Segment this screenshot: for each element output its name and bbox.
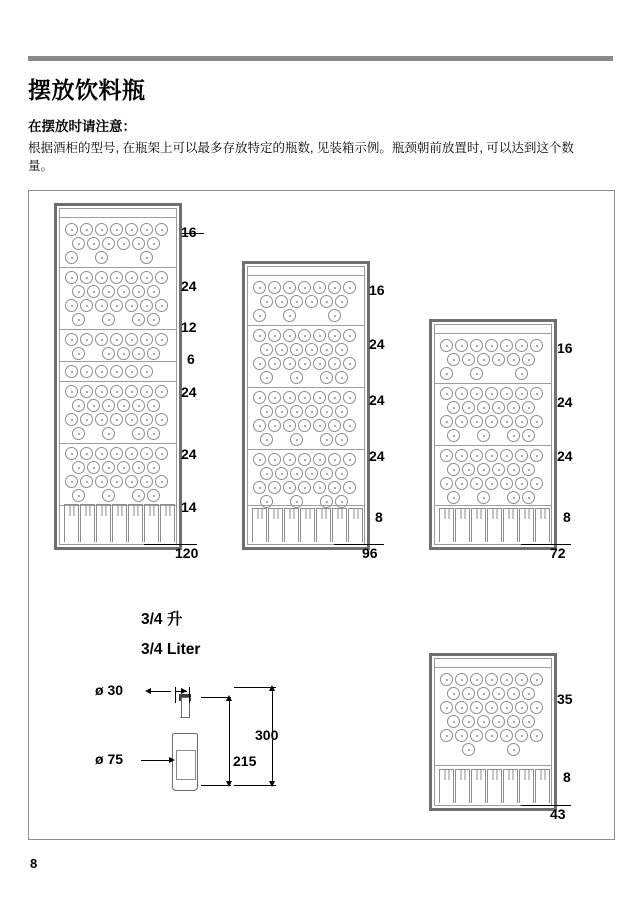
page-number: 8: [30, 856, 38, 871]
cabinet-72-count-3: 24: [557, 448, 573, 464]
bottle-size-en: 3/4 Liter: [141, 641, 201, 658]
cabinet-96-interior: [247, 266, 365, 545]
dim-total-height: 300: [255, 727, 279, 743]
cabinet-43-interior: [434, 658, 552, 806]
cabinet-120-count-1: 16: [181, 224, 197, 240]
page-title: 摆放饮料瓶: [28, 77, 146, 103]
cabinet-72-count-4: 8: [563, 509, 571, 525]
cabinet-43-total: 43: [550, 806, 566, 822]
cabinet-72-interior: [434, 324, 552, 545]
cabinet-120-count-4: 6: [187, 351, 195, 367]
cabinet-96-count-2: 24: [369, 336, 385, 352]
cabinet-96-count-4: 24: [369, 448, 385, 464]
bottle-size-cn: 3/4 升: [141, 611, 183, 628]
cabinet-120-count-7: 14: [181, 499, 197, 515]
cabinet-120-count-6: 24: [181, 446, 197, 462]
cabinet-96-count-1: 16: [369, 282, 385, 298]
cabinet-72-total: 72: [550, 545, 566, 561]
cabinet-120: [54, 203, 182, 550]
bottle-label: [176, 750, 196, 780]
cabinet-72-count-2: 24: [557, 394, 573, 410]
body-paragraph: 根据酒柜的型号, 在瓶架上可以最多存放特定的瓶数, 见装箱示例。瓶颈朝前放置时, 可以达到这个数量。: [28, 141, 574, 174]
cabinet-120-total: 120: [175, 545, 199, 561]
cabinet-96-count-3: 24: [369, 392, 385, 408]
bottle-body: [172, 733, 198, 791]
cabinet-120-count-5: 24: [181, 384, 197, 400]
cabinet-43-count-2: 8: [563, 769, 571, 785]
header-rule: [28, 56, 613, 61]
cabinet-72-count-1: 16: [557, 340, 573, 356]
cabinet-96: [242, 261, 370, 550]
cabinet-43: [429, 653, 557, 811]
cabinet-72: [429, 319, 557, 550]
section-subtitle: 在摆放时请注意：: [28, 119, 136, 134]
dim-neck-diameter: ø 30: [95, 682, 124, 698]
bottle-illustration: [172, 691, 202, 791]
dim-body-diameter: ø 75: [95, 751, 124, 767]
cabinet-120-count-2: 24: [181, 278, 197, 294]
cabinet-96-count-5: 8: [375, 509, 383, 525]
cabinet-120-count-3: 12: [181, 319, 197, 335]
dim-body-height: 215: [233, 753, 257, 769]
cabinet-96-total: 96: [362, 545, 378, 561]
cabinet-120-interior: [59, 208, 177, 545]
figure-container: [28, 190, 615, 840]
cabinet-43-count-1: 35: [557, 691, 573, 707]
